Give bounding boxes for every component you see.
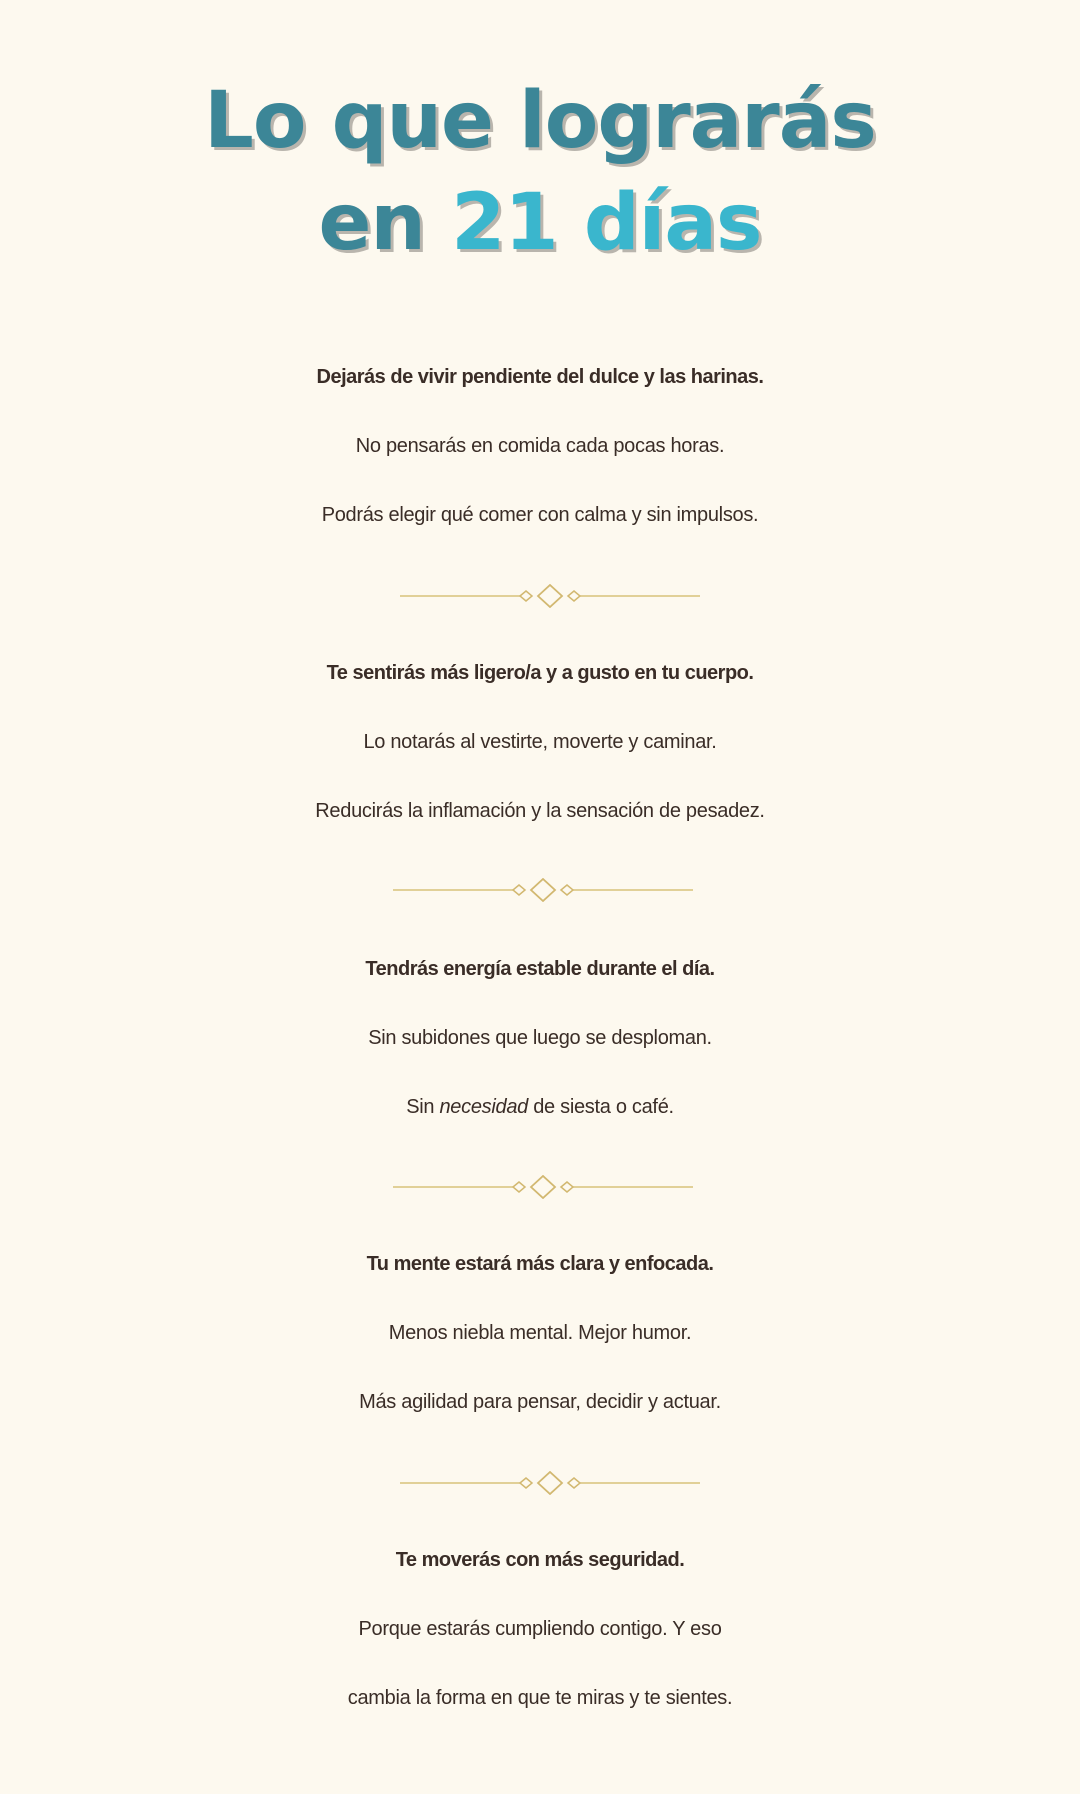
ornament-divider-icon xyxy=(400,584,700,608)
benefit-heading: Te sentirás más ligero/a y a gusto en tu cuerpo. xyxy=(326,662,754,684)
title-line-2-highlight: 21 días xyxy=(451,178,762,268)
benefit-section-1 xyxy=(0,343,1080,550)
benefit-section-2 xyxy=(0,639,1080,846)
benefit-heading: Tu mente estará más clara y enfocada. xyxy=(366,1253,714,1275)
benefit-heading: Te moverás con más seguridad. xyxy=(395,1549,685,1571)
benefit-section-3 xyxy=(0,935,1080,1142)
benefit-line-with-emphasis xyxy=(0,1073,1080,1142)
benefit-line: Reducirás la inflamación y la sensación de pesadez. xyxy=(315,800,765,822)
benefit-line: cambia la forma en que te miras y te sientes. xyxy=(347,1687,733,1709)
benefit-line: Menos niebla mental. Mejor humor. xyxy=(388,1322,692,1344)
benefit-heading: Dejarás de vivir pendiente del dulce y las harinas. xyxy=(316,366,764,388)
benefit-line: Sin subidones que luego se desploman. xyxy=(368,1027,712,1049)
ornament-divider-icon xyxy=(400,1471,700,1495)
benefit-line: No pensarás en comida cada pocas horas. xyxy=(355,435,725,457)
title-line-2-prefix: en xyxy=(318,178,452,268)
title-line-1: Lo que lograrás xyxy=(204,76,876,166)
benefit-line: Porque estarás cumpliendo contigo. Y eso xyxy=(358,1618,722,1640)
benefit-line-end: de siesta o café. xyxy=(527,1096,674,1118)
benefit-heading: Tendrás energía estable durante el día. xyxy=(365,958,715,980)
benefit-line: Podrás elegir qué comer con calma y sin impulsos. xyxy=(321,504,759,526)
benefit-line: Lo notarás al vestirte, moverte y caminar. xyxy=(363,731,717,753)
emphasis-word: necesidad xyxy=(439,1096,528,1118)
benefit-section-5 xyxy=(0,1526,1080,1733)
page-title xyxy=(0,70,1080,274)
benefit-section-4 xyxy=(0,1230,1080,1437)
ornament-divider-icon xyxy=(393,878,693,902)
benefit-line: Más agilidad para pensar, decidir y actuar. xyxy=(359,1391,721,1413)
ornament-divider-icon xyxy=(393,1175,693,1199)
benefit-line-start: Sin xyxy=(406,1096,440,1118)
